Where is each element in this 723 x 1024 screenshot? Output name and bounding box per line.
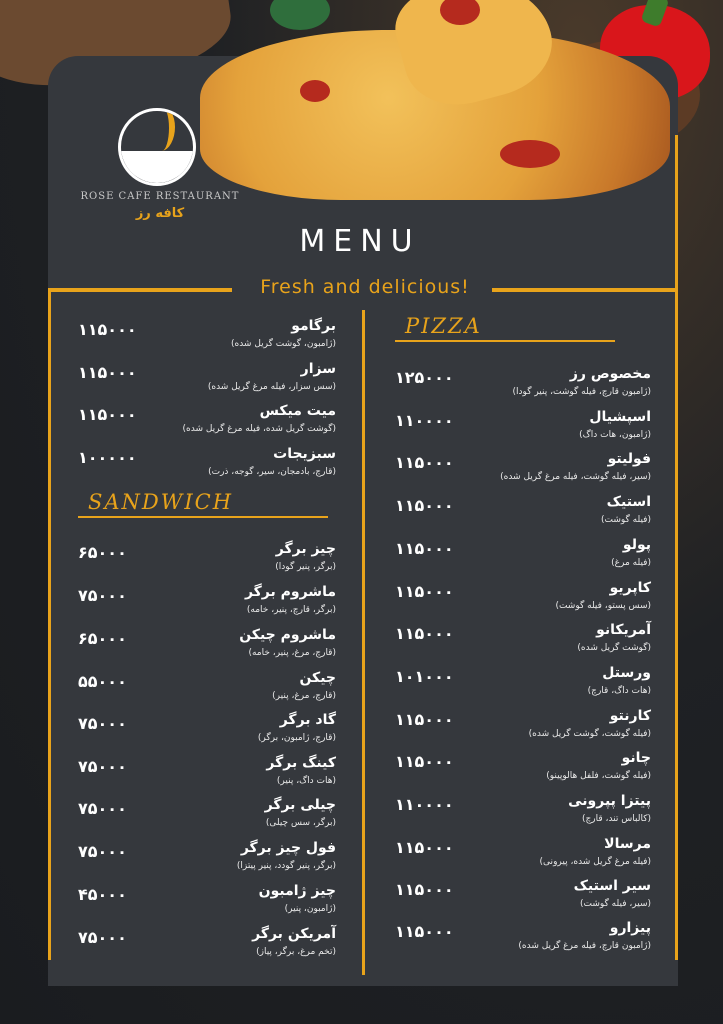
item-description: (تخم مرغ، برگر، پیاز)	[256, 947, 336, 957]
divider-line	[492, 288, 678, 292]
item-price: ۶۵۰۰۰	[78, 629, 127, 648]
item-name: پولو	[622, 537, 651, 553]
item-description: (ژامبون، گوشت گریل شده)	[230, 339, 336, 349]
menu-item	[78, 797, 336, 837]
item-description: (ژامبون، پنیر)	[284, 904, 336, 914]
item-name: سزار	[300, 361, 336, 377]
item-description: (برگر، قارچ، پنیر، خامه)	[246, 605, 336, 615]
item-description: (سس پستو، فیله گوشت)	[555, 601, 651, 611]
item-name: آمریکن برگر	[252, 926, 336, 942]
menu-item	[78, 541, 336, 581]
coffee-cup-logo-icon	[118, 108, 196, 186]
item-name: سیر استیک	[573, 878, 651, 894]
item-description: (گوشت گریل شده، فیله مرغ گریل شده)	[182, 424, 336, 434]
pizza-title: PIZZA	[405, 314, 482, 338]
brand-name-fa: کافه رز	[135, 206, 185, 221]
menu-item	[395, 580, 651, 620]
menu-item	[78, 755, 336, 795]
menu-item	[395, 665, 651, 705]
item-price: ۷۵۰۰۰	[78, 799, 127, 818]
item-name: فولیتو	[607, 451, 651, 467]
item-description: (فیله مرغ گریل شده، پیرونی)	[539, 857, 651, 867]
item-description: (هات داگ، قارچ)	[587, 686, 651, 696]
item-description: (قارچ، مرغ، پنیر)	[272, 691, 336, 701]
pepperoni-image	[300, 80, 330, 102]
menu-item	[395, 622, 651, 662]
item-description: (سیر، فیله گوشت، فیله مرغ گریل شده)	[500, 472, 651, 482]
item-name: مرسالا	[604, 836, 651, 852]
item-name: ماشروم چیکن	[239, 627, 336, 643]
menu-item	[78, 318, 336, 358]
menu-item	[78, 403, 336, 443]
item-name: آمریکانو	[596, 622, 651, 638]
menu-item	[395, 750, 651, 790]
menu-item	[395, 836, 651, 876]
item-price: ۷۵۰۰۰	[78, 928, 127, 947]
item-description: (ژامبون قارچ، فیله مرغ گریل شده)	[518, 941, 651, 951]
frame-left-line	[48, 290, 51, 960]
item-price: ۱۱۵۰۰۰	[395, 453, 454, 472]
item-price: ۴۵۰۰۰	[78, 885, 127, 904]
menu-item	[78, 361, 336, 401]
menu-item	[395, 409, 651, 449]
item-description: (ژامبون قارچ، فیله گوشت، پنیر گودا)	[512, 387, 651, 397]
item-name: چیز برگر	[275, 541, 336, 557]
item-name: چیز ژامبون	[258, 883, 336, 899]
item-price: ۷۵۰۰۰	[78, 842, 127, 861]
menu-item	[395, 708, 651, 748]
menu-item	[78, 883, 336, 923]
item-description: (ژامبون، هات داگ)	[579, 430, 651, 440]
menu-item	[395, 366, 651, 406]
item-description: (گوشت گریل شده)	[577, 643, 651, 653]
menu-title: MENU	[299, 224, 421, 259]
item-price: ۱۱۵۰۰۰	[395, 710, 454, 729]
item-price: ۱۱۵۰۰۰	[395, 624, 454, 643]
item-price: ۱۲۵۰۰۰	[395, 368, 454, 387]
sandwich-title: SANDWICH	[88, 490, 234, 514]
item-description: (فیله گوشت)	[600, 515, 651, 525]
menu-item	[395, 878, 651, 918]
menu-item	[395, 920, 651, 960]
item-price: ۱۱۵۰۰۰	[78, 320, 137, 339]
leaf-image	[270, 0, 330, 30]
item-price: ۱۰۰۰۰۰	[78, 448, 137, 467]
item-description: (برگر، پنیر گودا)	[275, 562, 336, 572]
item-price: ۱۱۵۰۰۰	[395, 838, 454, 857]
item-name: کینگ برگر	[266, 755, 336, 771]
item-name: چانو	[621, 750, 651, 766]
item-name: چیلی برگر	[264, 797, 336, 813]
item-price: ۱۱۵۰۰۰	[395, 752, 454, 771]
item-price: ۶۵۰۰۰	[78, 543, 127, 562]
menu-item	[78, 670, 336, 710]
item-name: کارنتو	[609, 708, 651, 724]
menu-item	[78, 584, 336, 624]
menu-item	[78, 926, 336, 966]
item-price: ۵۵۰۰۰	[78, 672, 127, 691]
menu-item	[78, 627, 336, 667]
item-name: ماشروم برگر	[244, 584, 336, 600]
item-description: (فیله مرغ)	[611, 558, 651, 568]
item-name: اسپشیال	[589, 409, 651, 425]
item-price: ۱۰۱۰۰۰	[395, 667, 454, 686]
item-description: (قارچ، مرغ، پنیر، خامه)	[248, 648, 336, 658]
item-name: پیزارو	[609, 920, 651, 936]
pepperoni-image	[500, 140, 560, 168]
menu-item	[395, 537, 651, 577]
item-description: (کالباس تند، قارچ)	[581, 814, 651, 824]
item-price: ۱۱۵۰۰۰	[395, 496, 454, 515]
brand-name-en: ROSE CAFE RESTAURANT	[80, 191, 240, 202]
divider-line	[48, 288, 232, 292]
item-price: ۱۱۵۰۰۰	[78, 363, 137, 382]
item-name: چیکن	[299, 670, 336, 686]
item-price: ۱۱۵۰۰۰	[395, 539, 454, 558]
item-price: ۱۱۰۰۰۰	[395, 411, 454, 430]
column-divider-line	[362, 310, 365, 975]
item-name: پیتزا پپرونی	[568, 793, 651, 809]
item-name: میت میکس	[259, 403, 336, 419]
item-name: استیک	[606, 494, 651, 510]
item-description: (فیله گوشت، فلفل هالوپینو)	[546, 771, 651, 781]
item-name: ورستل	[602, 665, 651, 681]
item-name: مخصوص رز	[569, 366, 651, 382]
item-description: (هات داگ، پنیر)	[276, 776, 336, 786]
menu-item	[78, 712, 336, 752]
frame-right-line	[675, 135, 678, 960]
item-price: ۱۱۵۰۰۰	[395, 582, 454, 601]
item-description: (قارچ، بادمجان، سیر، گوجه، ذرت)	[208, 467, 336, 477]
item-price: ۷۵۰۰۰	[78, 586, 127, 605]
item-price: ۱۱۵۰۰۰	[395, 922, 454, 941]
menu-item	[395, 451, 651, 491]
item-name: فول چیز برگر	[240, 840, 336, 856]
pizza-underline	[395, 340, 615, 342]
item-description: (سیر، فیله گوشت)	[579, 899, 651, 909]
item-price: ۱۱۵۰۰۰	[395, 880, 454, 899]
tagline: Fresh and delicious!	[260, 276, 470, 298]
item-price: ۷۵۰۰۰	[78, 757, 127, 776]
menu-item	[78, 446, 336, 486]
item-price: ۷۵۰۰۰	[78, 714, 127, 733]
item-name: برگامو	[291, 318, 336, 334]
item-description: (برگر، پنیر گودد، پنیر پیتزا)	[236, 861, 336, 871]
item-description: (فیله گوشت، گوشت گریل شده)	[528, 729, 651, 739]
menu-item	[395, 494, 651, 534]
item-description: (سس سزار، فیله مرغ گریل شده)	[207, 382, 336, 392]
item-name: گاد برگر	[279, 712, 336, 728]
item-name: کاپریو	[609, 580, 651, 596]
sandwich-underline	[78, 516, 328, 518]
item-price: ۱۱۰۰۰۰	[395, 795, 454, 814]
item-description: (برگر، سس چیلی)	[265, 818, 336, 828]
item-name: سبزیجات	[273, 446, 336, 462]
menu-item	[78, 840, 336, 880]
item-price: ۱۱۵۰۰۰	[78, 405, 137, 424]
menu-item	[395, 793, 651, 833]
item-description: (قارچ، ژامبون، برگر)	[257, 733, 336, 743]
